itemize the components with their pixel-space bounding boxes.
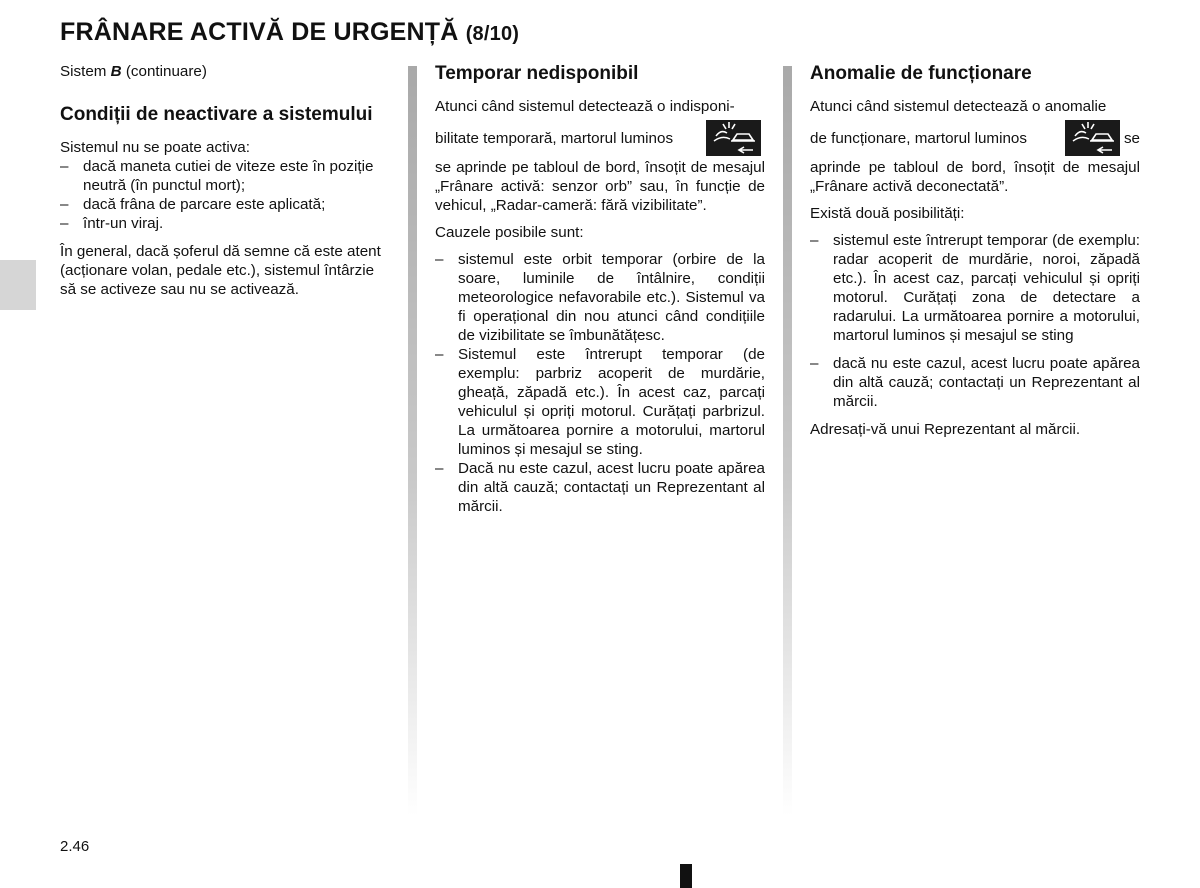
contact-dealer-paragraph: Adresați-vă unui Reprezentant al mărcii. bbox=[810, 421, 1081, 438]
section-heading-deactivation-conditions: Condiții de neactivare a sistemului bbox=[60, 104, 373, 125]
warning-light-line bbox=[810, 118, 1140, 158]
warning-message-paragraph: se aprinde pe tabloul de bord, însoțit de mesajul „Frânare activă: senzor orb” sau, în funcție de vehicul, „Radar-cameră: fără vizibilitate”. bbox=[435, 159, 765, 214]
section-heading-malfunction: Anomalie de funcționare bbox=[810, 63, 1032, 84]
list-item: – sistemul este întrerupt temporar (de exemplu: radar acoperit de murdărie, noroi, zăpadă etc.). În acest caz, parcați vehiculul și opriți motorul. Curățați zona de detectare a radarului. La următoarea pornire a motorului, martorul luminos și mesajul se sting bbox=[810, 232, 1140, 344]
system-letter: B bbox=[110, 63, 122, 80]
page-title-suffix: (8/10) bbox=[465, 23, 520, 45]
column-conditions bbox=[60, 62, 390, 307]
detection-sentence-start: Atunci când sistemul detectează o indisponi- bbox=[435, 98, 735, 115]
conditions-lead: Sistemul nu se poate activa: bbox=[60, 139, 250, 156]
list-item: – dacă frâna de parcare este aplicată; bbox=[60, 196, 326, 213]
column-divider bbox=[408, 66, 417, 816]
list-item: – dacă nu este cazul, acest lucru poate apărea din altă cauză; contactați un Reprezentant al mărcii. bbox=[810, 355, 1140, 410]
causes-lead: Cauzele posibile sunt: bbox=[435, 224, 584, 241]
active-emergency-braking-warning-icon bbox=[706, 120, 761, 156]
warning-light-text-after: se bbox=[1123, 129, 1140, 147]
possibilities-list bbox=[810, 231, 1140, 411]
chapter-side-tab bbox=[0, 260, 36, 310]
column-malfunction bbox=[810, 62, 1140, 447]
warning-light-line bbox=[435, 118, 765, 158]
warning-light-text: de funcționare, martorul luminos bbox=[810, 129, 1027, 147]
warning-light-text: bilitate temporară, martorul luminos bbox=[435, 129, 674, 147]
list-item: – Sistemul este întrerupt temporar (de exemplu: parbriz acoperit de murdărie, gheață, zăpadă etc.). În acest caz, parcați vehiculul și opriți motorul. Curățați parbrizul. La următoarea pornire a motorului, martorul luminos și mesajul se sting. bbox=[435, 346, 765, 458]
continuation-label: (continuare) bbox=[125, 63, 207, 80]
detection-sentence-start: Atunci când sistemul detectează o anomalie bbox=[810, 98, 1107, 115]
causes-list bbox=[435, 250, 765, 516]
column-temporarily-unavailable bbox=[435, 62, 765, 525]
driver-attention-paragraph: În general, dacă șoferul dă semne că este atent (acționare volan, pedale etc.), sistemul întârzie să se activeze sau nu se activează. bbox=[60, 243, 381, 298]
active-emergency-braking-warning-icon bbox=[1065, 120, 1120, 156]
page-edge-marker bbox=[680, 864, 692, 888]
column-divider bbox=[783, 66, 792, 816]
system-continuation-note bbox=[60, 62, 390, 81]
page-title-text: FRÂNARE ACTIVĂ DE URGENȚĂ bbox=[60, 18, 459, 46]
list-item: – dacă maneta cutiei de viteze este în poziție neutră (în punctul mort); bbox=[60, 158, 374, 194]
warning-message-paragraph: aprinde pe tabloul de bord, însoțit de mesajul „Frânare activă deconectată”. bbox=[810, 159, 1140, 195]
list-item: – sistemul este orbit temporar (orbire de la soare, luminile de întâlnire, condiții meteorologice nefavorabile etc.). Sistemul va fi operațional din nou atunci când condițiile de vizibilitate se îmbunătățesc. bbox=[435, 251, 765, 344]
conditions-list bbox=[60, 157, 390, 233]
list-item: – Dacă nu este cazul, acest lucru poate apărea din altă cauză; contactați un Reprezentant al mărcii. bbox=[435, 460, 765, 515]
page-title bbox=[60, 18, 519, 47]
page-number: 2.46 bbox=[60, 838, 90, 855]
possibilities-lead: Există două posibilități: bbox=[810, 205, 965, 222]
list-item: – într-un viraj. bbox=[60, 215, 164, 232]
system-label: Sistem bbox=[60, 63, 107, 80]
section-heading-temporarily-unavailable: Temporar nedisponibil bbox=[435, 63, 639, 84]
